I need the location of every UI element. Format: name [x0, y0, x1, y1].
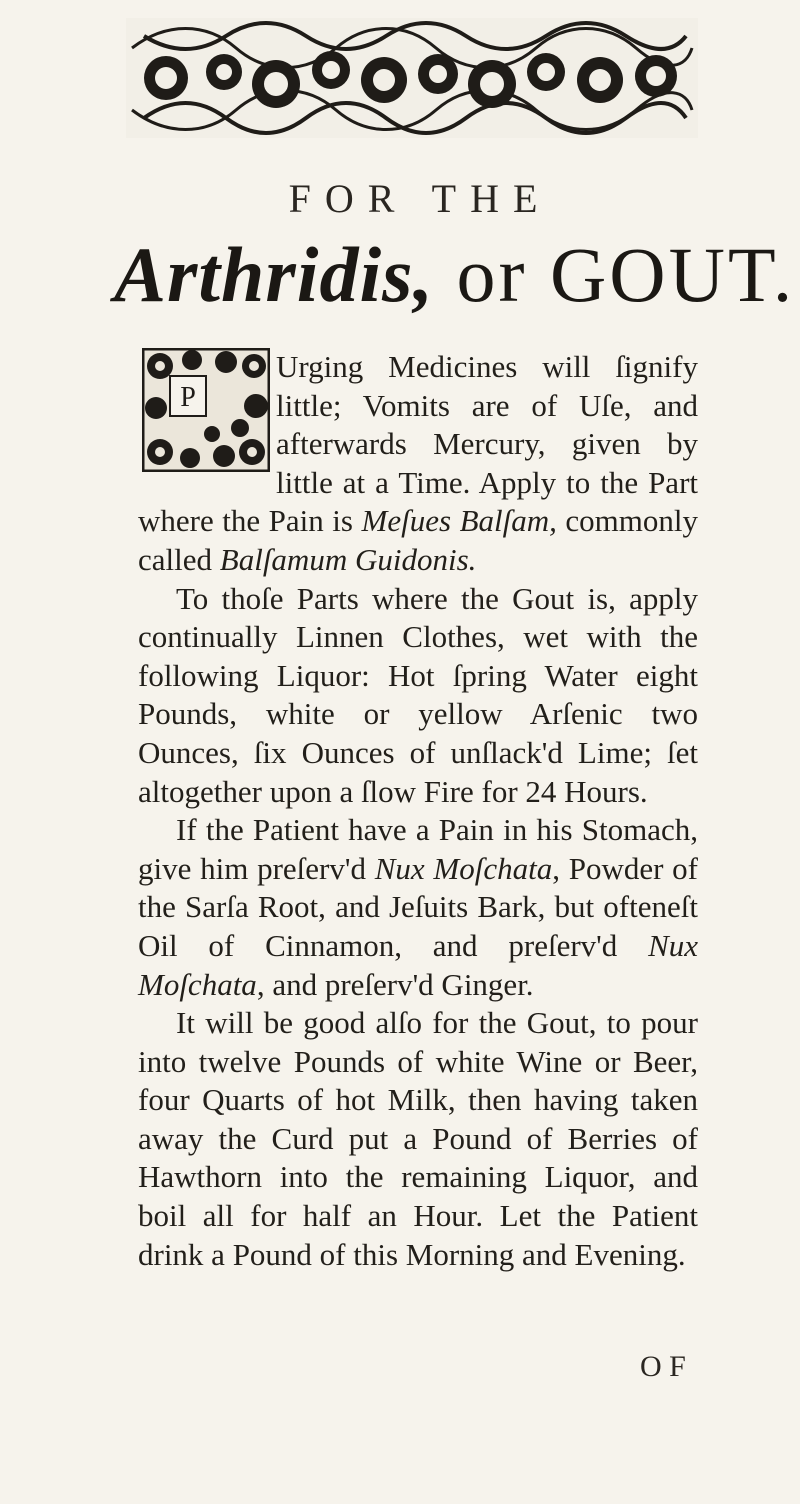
italic-term: Nux Moſchata	[138, 927, 698, 1002]
italic-term: Meſues Balſam,	[361, 503, 557, 539]
text-run: , and preſerv'd Ginger.	[256, 966, 534, 1002]
text-run: commonly called	[138, 503, 699, 577]
text-run: It will be good alſo for the Gout, to pour into twelve Pounds of white Wine or Beer, four Quarts of hot Milk, then having taken away the Curd put a Pound of Berries of Hawthorn into the remaining Liquor, and boil all for half an Hour. Let the Patient drink a Pound of this Morning and Evening.	[138, 1005, 698, 1272]
catchword: O F	[640, 1350, 686, 1383]
italic-term: Balſamum Guidonis.	[219, 541, 477, 577]
paragraph-stomach	[138, 811, 698, 1004]
text-run: If the Patient have a Pain in his Stomach, give him preſerv'd	[138, 812, 698, 886]
body-text	[138, 348, 698, 1274]
paragraph-liquor	[138, 580, 698, 812]
heading-latin-title: Arthridis,	[114, 231, 434, 318]
headpiece-ornament	[126, 18, 698, 138]
heading-english-title: or GOUT.	[433, 231, 796, 318]
paragraph-hawthorn	[138, 1004, 698, 1274]
section-kicker: FOR THE	[288, 176, 552, 221]
text-run: , Powder of the Sarſa Root, and Jeſuits Bark, but ofteneſt Oil of Cinnamon, and preſerv'd	[138, 850, 698, 963]
dropcap-letter: P	[180, 382, 196, 413]
text-run: Urging Medicines will ſignify little; Vomits are of Uſe, and afterwards Mercury, given by little at a Time. Apply to the Part where the Pain is	[138, 349, 698, 539]
page-heading	[114, 231, 796, 318]
text-run: To thoſe Parts where the Gout is, apply continually Linnen Clothes, wet with the following Liquor: Hot ſpring Water eight Pounds, white or yellow Arſenic two Ounces, ſix Ounces of unſlack'd Lime; ſet altogether upon a ſlow Fire for 24 Hours.	[138, 580, 698, 809]
italic-term: Nux Moſchata	[374, 850, 553, 886]
